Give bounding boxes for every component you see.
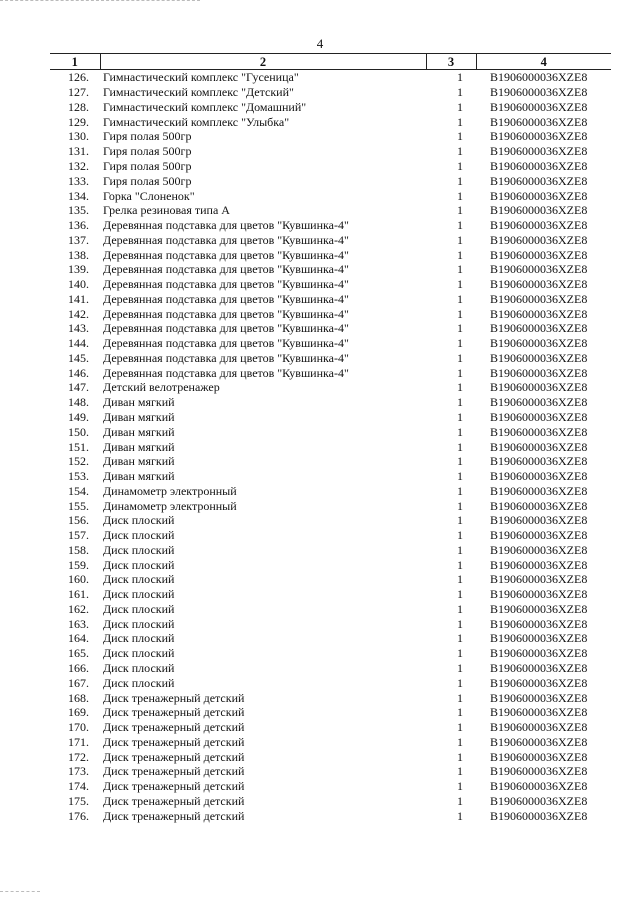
item-name: Диван мягкий — [103, 395, 175, 410]
table-row — [50, 277, 611, 292]
inventory-code: B1906000036XZE8 — [490, 409, 588, 424]
item-name: Диск тренажерный детский — [103, 705, 245, 720]
row-number: 166. — [68, 661, 89, 675]
item-name: Динамометр электронный — [103, 498, 237, 513]
row-number: 149. — [68, 409, 89, 424]
row-number: 126. — [68, 70, 89, 85]
item-quantity: 1 — [457, 409, 463, 424]
table-row — [50, 291, 611, 306]
row-number: 141. — [68, 291, 89, 306]
row-number: 144. — [68, 336, 89, 351]
item-name: Диск тренажерный детский — [103, 749, 245, 764]
item-quantity: 1 — [457, 720, 463, 735]
table-row — [50, 808, 611, 823]
row-number: 147. — [68, 380, 89, 395]
item-quantity: 1 — [457, 705, 463, 720]
item-name: Горка "Слоненок" — [103, 188, 195, 203]
item-name: Деревянная подставка для цветов "Кувшинка-4" — [103, 262, 349, 277]
item-quantity: 1 — [457, 779, 463, 794]
item-name: Диск плоский — [103, 646, 175, 661]
row-number: 159. — [68, 557, 89, 572]
table-row — [50, 661, 611, 676]
item-name: Деревянная подставка для цветов "Кувшинка-4" — [103, 291, 349, 306]
table-row — [50, 469, 611, 484]
inventory-code: B1906000036XZE8 — [490, 690, 588, 705]
item-quantity: 1 — [457, 232, 463, 247]
table-row — [50, 144, 611, 159]
inventory-code: B1906000036XZE8 — [490, 720, 588, 735]
table-row — [50, 675, 611, 690]
item-quantity: 1 — [457, 808, 463, 823]
item-quantity: 1 — [457, 247, 463, 262]
item-quantity: 1 — [457, 218, 463, 233]
item-quantity: 1 — [457, 114, 463, 129]
item-name: Гимнастический комплекс "Гусеница" — [103, 70, 299, 85]
row-number: 163. — [68, 616, 89, 631]
item-name: Деревянная подставка для цветов "Кувшинка-4" — [103, 350, 349, 365]
row-number: 174. — [68, 779, 89, 794]
row-number: 136. — [68, 218, 89, 233]
row-number: 175. — [68, 793, 89, 808]
inventory-code: B1906000036XZE8 — [490, 247, 588, 262]
row-number: 130. — [68, 129, 89, 144]
row-number: 135. — [68, 203, 89, 218]
item-quantity: 1 — [457, 365, 463, 380]
inventory-code: B1906000036XZE8 — [490, 513, 588, 528]
item-name: Детский велотренажер — [103, 380, 220, 395]
item-name: Деревянная подставка для цветов "Кувшинка-4" — [103, 232, 349, 247]
inventory-code: B1906000036XZE8 — [490, 646, 588, 661]
row-number: 176. — [68, 808, 89, 823]
row-number: 140. — [68, 277, 89, 292]
header-col-3: 3 — [426, 54, 476, 70]
item-name: Гиря полая 500гр — [103, 144, 192, 159]
item-quantity: 1 — [457, 291, 463, 306]
table-row — [50, 424, 611, 439]
inventory-code: B1906000036XZE8 — [490, 749, 588, 764]
table-row — [50, 557, 611, 572]
item-name: Диск тренажерный детский — [103, 764, 245, 779]
item-name: Диск тренажерный детский — [103, 720, 245, 735]
row-number: 167. — [68, 675, 89, 690]
table-row — [50, 85, 611, 100]
inventory-code: B1906000036XZE8 — [490, 528, 588, 543]
table-row — [50, 616, 611, 631]
item-name: Диск плоский — [103, 572, 175, 587]
inventory-code: B1906000036XZE8 — [490, 557, 588, 572]
item-quantity: 1 — [457, 483, 463, 498]
row-number: 170. — [68, 720, 89, 735]
item-name: Диск плоский — [103, 661, 175, 675]
inventory-code: B1906000036XZE8 — [490, 203, 588, 218]
table-row — [50, 262, 611, 277]
item-quantity: 1 — [457, 793, 463, 808]
item-quantity: 1 — [457, 601, 463, 616]
inventory-code: B1906000036XZE8 — [490, 616, 588, 631]
inventory-code: B1906000036XZE8 — [490, 380, 588, 395]
row-number: 146. — [68, 365, 89, 380]
inventory-code: B1906000036XZE8 — [490, 498, 588, 513]
table-row — [50, 587, 611, 602]
item-name: Диск плоский — [103, 557, 175, 572]
item-quantity: 1 — [457, 749, 463, 764]
row-number: 142. — [68, 306, 89, 321]
inventory-code: B1906000036XZE8 — [490, 321, 588, 336]
table-header-row — [50, 54, 611, 70]
inventory-code: B1906000036XZE8 — [490, 70, 588, 85]
item-quantity: 1 — [457, 350, 463, 365]
item-quantity: 1 — [457, 262, 463, 277]
item-name: Деревянная подставка для цветов "Кувшинка-4" — [103, 321, 349, 336]
row-number: 171. — [68, 734, 89, 749]
inventory-code: B1906000036XZE8 — [490, 336, 588, 351]
table-row — [50, 602, 611, 617]
item-name: Грелка резиновая типа А — [103, 203, 230, 218]
item-name: Диск тренажерный детский — [103, 808, 245, 823]
inventory-code: B1906000036XZE8 — [490, 631, 588, 646]
inventory-code: B1906000036XZE8 — [490, 601, 588, 616]
item-name: Диск плоский — [103, 631, 175, 646]
row-number: 156. — [68, 513, 89, 528]
table-row — [50, 749, 611, 764]
table-row — [50, 395, 611, 410]
item-quantity: 1 — [457, 631, 463, 646]
row-number: 154. — [68, 483, 89, 498]
row-number: 134. — [68, 188, 89, 203]
item-name: Гимнастический комплекс "Детский" — [103, 85, 294, 100]
inventory-code: B1906000036XZE8 — [490, 424, 588, 439]
item-quantity: 1 — [457, 188, 463, 203]
inventory-code: B1906000036XZE8 — [490, 469, 588, 484]
row-number: 148. — [68, 395, 89, 410]
header-col-2: 2 — [100, 54, 426, 70]
item-quantity: 1 — [457, 173, 463, 188]
inventory-code: B1906000036XZE8 — [490, 587, 588, 602]
row-number: 139. — [68, 262, 89, 277]
item-quantity: 1 — [457, 70, 463, 85]
table-row — [50, 351, 611, 366]
inventory-code: B1906000036XZE8 — [490, 232, 588, 247]
table-row — [50, 218, 611, 233]
inventory-code: B1906000036XZE8 — [490, 734, 588, 749]
item-quantity: 1 — [457, 675, 463, 690]
inventory-code: B1906000036XZE8 — [490, 439, 588, 454]
item-name: Диск тренажерный детский — [103, 779, 245, 794]
item-name: Деревянная подставка для цветов "Кувшинка-4" — [103, 247, 349, 262]
item-quantity: 1 — [457, 646, 463, 661]
inventory-code: B1906000036XZE8 — [490, 173, 588, 188]
item-name: Диск плоский — [103, 542, 175, 557]
table-row — [50, 690, 611, 705]
item-name: Диск плоский — [103, 601, 175, 616]
item-quantity: 1 — [457, 336, 463, 351]
inventory-code: B1906000036XZE8 — [490, 262, 588, 277]
inventory-code: B1906000036XZE8 — [490, 350, 588, 365]
header-col-4: 4 — [476, 54, 611, 70]
row-number: 137. — [68, 232, 89, 247]
item-quantity: 1 — [457, 661, 463, 675]
inventory-code: B1906000036XZE8 — [490, 218, 588, 233]
table-row — [50, 734, 611, 749]
table-row — [50, 114, 611, 129]
table-row — [50, 779, 611, 794]
row-number: 172. — [68, 749, 89, 764]
row-number: 155. — [68, 498, 89, 513]
table-row — [50, 513, 611, 528]
row-number: 151. — [68, 439, 89, 454]
row-number: 162. — [68, 601, 89, 616]
row-number: 127. — [68, 85, 89, 100]
row-number: 132. — [68, 158, 89, 173]
table-row — [50, 100, 611, 115]
header-col-1: 1 — [50, 54, 100, 70]
inventory-code: B1906000036XZE8 — [490, 764, 588, 779]
item-name: Диск плоский — [103, 528, 175, 543]
row-number: 164. — [68, 631, 89, 646]
table-row — [50, 764, 611, 779]
inventory-table — [50, 53, 611, 823]
row-number: 158. — [68, 542, 89, 557]
inventory-code: B1906000036XZE8 — [490, 705, 588, 720]
table-row — [50, 380, 611, 395]
table-row — [50, 159, 611, 174]
item-name: Деревянная подставка для цветов "Кувшинка-4" — [103, 218, 349, 233]
row-number: 161. — [68, 587, 89, 602]
row-number: 131. — [68, 144, 89, 159]
inventory-code: B1906000036XZE8 — [490, 114, 588, 129]
item-quantity: 1 — [457, 439, 463, 454]
item-name: Динамометр электронный — [103, 483, 237, 498]
inventory-code: B1906000036XZE8 — [490, 129, 588, 144]
item-quantity: 1 — [457, 513, 463, 528]
table-row — [50, 232, 611, 247]
item-quantity: 1 — [457, 144, 463, 159]
item-name: Диск плоский — [103, 675, 175, 690]
row-number: 138. — [68, 247, 89, 262]
item-quantity: 1 — [457, 277, 463, 292]
row-number: 128. — [68, 99, 89, 114]
row-number: 129. — [68, 114, 89, 129]
item-name: Диск тренажерный детский — [103, 793, 245, 808]
table-row — [50, 483, 611, 498]
item-quantity: 1 — [457, 690, 463, 705]
row-number: 152. — [68, 454, 89, 469]
item-quantity: 1 — [457, 542, 463, 557]
row-number: 160. — [68, 572, 89, 587]
item-name: Диван мягкий — [103, 454, 175, 469]
row-number: 168. — [68, 690, 89, 705]
item-quantity: 1 — [457, 469, 463, 484]
table-row — [50, 705, 611, 720]
table-row — [50, 454, 611, 469]
item-quantity: 1 — [457, 557, 463, 572]
item-quantity: 1 — [457, 380, 463, 395]
table-row — [50, 543, 611, 558]
item-quantity: 1 — [457, 528, 463, 543]
table-row — [50, 129, 611, 144]
row-number: 133. — [68, 173, 89, 188]
item-name: Диск тренажерный детский — [103, 690, 245, 705]
item-quantity: 1 — [457, 129, 463, 144]
inventory-code: B1906000036XZE8 — [490, 395, 588, 410]
item-name: Диван мягкий — [103, 439, 175, 454]
row-number: 143. — [68, 321, 89, 336]
inventory-code: B1906000036XZE8 — [490, 542, 588, 557]
item-quantity: 1 — [457, 321, 463, 336]
table-row — [50, 203, 611, 218]
item-quantity: 1 — [457, 395, 463, 410]
item-name: Диск плоский — [103, 616, 175, 631]
item-name: Деревянная подставка для цветов "Кувшинка-4" — [103, 365, 349, 380]
item-quantity: 1 — [457, 85, 463, 100]
item-quantity: 1 — [457, 454, 463, 469]
table-row — [50, 646, 611, 661]
item-name: Гимнастический комплекс "Улыбка" — [103, 114, 290, 129]
table-row — [50, 188, 611, 203]
row-number: 173. — [68, 764, 89, 779]
table-row — [50, 336, 611, 351]
table-row — [50, 70, 611, 85]
inventory-code: B1906000036XZE8 — [490, 277, 588, 292]
item-name: Гиря полая 500гр — [103, 173, 192, 188]
item-quantity: 1 — [457, 203, 463, 218]
table-row — [50, 794, 611, 809]
table-row — [50, 306, 611, 321]
item-name: Диван мягкий — [103, 409, 175, 424]
inventory-code: B1906000036XZE8 — [490, 306, 588, 321]
row-number: 169. — [68, 705, 89, 720]
table-row — [50, 631, 611, 646]
item-name: Диван мягкий — [103, 424, 175, 439]
inventory-code: B1906000036XZE8 — [490, 793, 588, 808]
table-row — [50, 720, 611, 735]
inventory-code: B1906000036XZE8 — [490, 85, 588, 100]
inventory-code: B1906000036XZE8 — [490, 158, 588, 173]
row-number: 150. — [68, 424, 89, 439]
row-number: 165. — [68, 646, 89, 661]
inventory-code: B1906000036XZE8 — [490, 454, 588, 469]
item-name: Гиря полая 500гр — [103, 158, 192, 173]
item-quantity: 1 — [457, 99, 463, 114]
inventory-code: B1906000036XZE8 — [490, 572, 588, 587]
table-row — [50, 247, 611, 262]
item-quantity: 1 — [457, 498, 463, 513]
table-row — [50, 572, 611, 587]
item-name: Деревянная подставка для цветов "Кувшинка-4" — [103, 336, 349, 351]
inventory-code: B1906000036XZE8 — [490, 99, 588, 114]
inventory-code: B1906000036XZE8 — [490, 779, 588, 794]
item-quantity: 1 — [457, 764, 463, 779]
item-name: Гимнастический комплекс "Домашний" — [103, 99, 307, 114]
table-row — [50, 439, 611, 454]
inventory-code: B1906000036XZE8 — [490, 144, 588, 159]
row-number: 145. — [68, 350, 89, 365]
item-quantity: 1 — [457, 306, 463, 321]
item-quantity: 1 — [457, 616, 463, 631]
item-quantity: 1 — [457, 424, 463, 439]
table-row — [50, 173, 611, 188]
item-quantity: 1 — [457, 734, 463, 749]
inventory-code: B1906000036XZE8 — [490, 808, 588, 823]
table-body — [50, 70, 611, 824]
row-number: 157. — [68, 528, 89, 543]
scan-edge-mark-bottom — [0, 891, 40, 893]
item-quantity: 1 — [457, 587, 463, 602]
item-name: Диск плоский — [103, 587, 175, 602]
inventory-code: B1906000036XZE8 — [490, 483, 588, 498]
inventory-code: B1906000036XZE8 — [490, 291, 588, 306]
row-number: 153. — [68, 469, 89, 484]
table-row — [50, 528, 611, 543]
inventory-code: B1906000036XZE8 — [490, 661, 588, 675]
scan-edge-mark-top — [0, 0, 200, 2]
inventory-code: B1906000036XZE8 — [490, 188, 588, 203]
item-quantity: 1 — [457, 572, 463, 587]
inventory-code: B1906000036XZE8 — [490, 365, 588, 380]
item-quantity: 1 — [457, 158, 463, 173]
item-name: Деревянная подставка для цветов "Кувшинка-4" — [103, 277, 349, 292]
page-number: 4 — [316, 36, 324, 51]
table-row — [50, 498, 611, 513]
inventory-code: B1906000036XZE8 — [490, 675, 588, 690]
table-row — [50, 410, 611, 425]
item-name: Диск тренажерный детский — [103, 734, 245, 749]
table-row — [50, 365, 611, 380]
item-name: Диск плоский — [103, 513, 175, 528]
item-name: Гиря полая 500гр — [103, 129, 192, 144]
item-name: Деревянная подставка для цветов "Кувшинка-4" — [103, 306, 349, 321]
table-row — [50, 321, 611, 336]
item-name: Диван мягкий — [103, 469, 175, 484]
